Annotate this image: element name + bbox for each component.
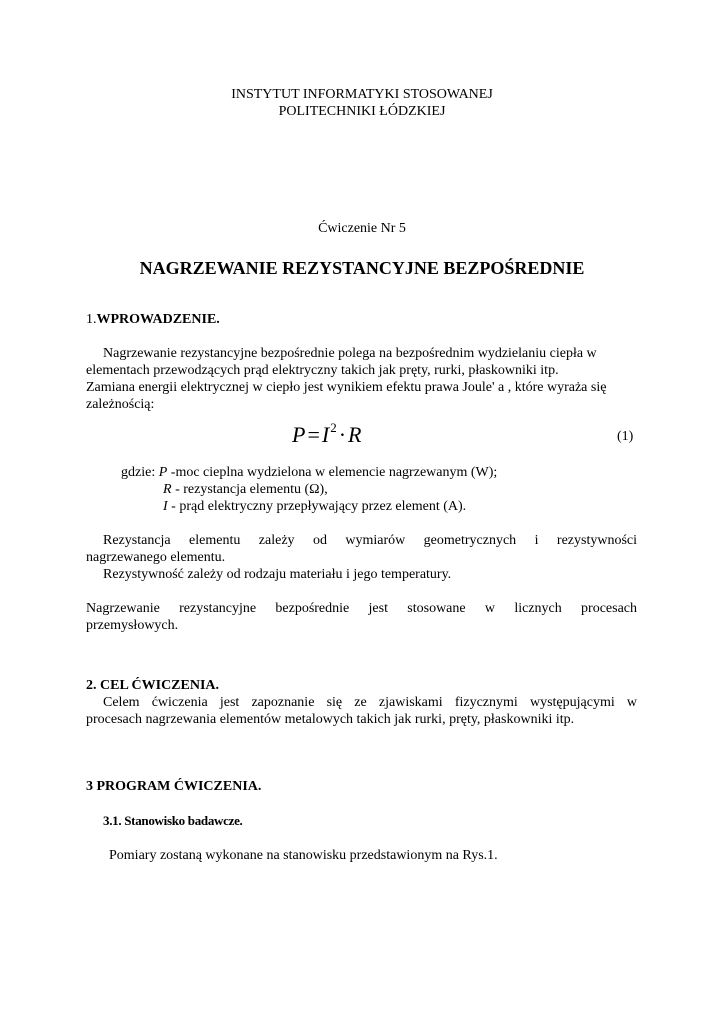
section1-number: 1. xyxy=(86,312,97,327)
where-r-desc: - rezystancja elementu (Ω), xyxy=(171,482,328,497)
intro-line-2: elementach przewodzących prąd elektryczny takich jak pręty, rurki, płaskowniki itp. xyxy=(86,363,559,378)
institute-name-line1: INSTYTUT INFORMATYKI STOSOWANEJ xyxy=(231,87,493,102)
institute-name-line2: POLITECHNIKI ŁÓDZKIEJ xyxy=(278,104,446,119)
formula-p: P xyxy=(292,422,306,447)
goal-line-2: procesach nagrzewania elementów metalowych takich jak rurki, pręty, płaskowniki itp. xyxy=(86,712,575,727)
section1-title: WPROWADZENIE. xyxy=(96,312,220,327)
where-i-symbol: I xyxy=(163,499,168,514)
formula-r: R xyxy=(348,422,362,447)
section3-heading: 3 PROGRAM ĆWICZENIA. xyxy=(86,779,262,794)
where-p-desc: -moc cieplna wydzielona w elemencie nagrzewanym (W); xyxy=(167,465,498,480)
intro-line-1: Nagrzewanie rezystancyjne bezpośrednie polega na bezpośrednim wydzielaniu ciepła w xyxy=(103,346,597,361)
where-prefix: gdzie: xyxy=(121,465,159,480)
joule-formula xyxy=(292,420,361,448)
formula-dot: · xyxy=(338,422,347,447)
measurement-line: Pomiary zostaną wykonane na stanowisku przedstawionym na Rys.1. xyxy=(109,848,498,863)
exercise-title: NAGRZEWANIE REZYSTANCYJNE BEZPOŚREDNIE xyxy=(139,258,585,278)
resistance-line-2: nagrzewanego elementu. xyxy=(86,550,226,565)
where-p-symbol: P xyxy=(158,465,168,480)
formula-number: (1) xyxy=(617,429,634,444)
section1-heading xyxy=(86,311,220,328)
resistivity-line: Rezystywność zależy od rodzaju materiału i jego temperatury. xyxy=(103,567,452,582)
section3-subheading: 3.1. Stanowisko badawcze. xyxy=(103,813,243,828)
where-p-line xyxy=(121,464,497,481)
exercise-number: Ćwiczenie Nr 5 xyxy=(318,221,406,236)
formula-i: I xyxy=(321,422,330,447)
application-line-2: przemysłowych. xyxy=(86,618,179,633)
intro-line-3: Zamiana energii elektrycznej w ciepło jest wynikiem efektu prawa Joule' a , które wyraża się xyxy=(86,380,607,395)
formula-equals: = xyxy=(307,422,320,447)
formula-exponent: 2 xyxy=(330,420,337,435)
where-r-line xyxy=(163,481,328,498)
where-r-symbol: R xyxy=(163,482,172,497)
intro-line-4: zależnością: xyxy=(86,397,155,412)
resistance-line-1: Rezystancja elementu zależy od wymiarów geometrycznych i rezystywności xyxy=(103,533,637,548)
where-i-desc: - prąd elektryczny przepływający przez element (A). xyxy=(167,499,467,514)
goal-line-1: Celem ćwiczenia jest zapoznanie się ze zjawiskami fizycznymi występującymi w xyxy=(103,695,637,710)
section2-heading: 2. CEL ĆWICZENIA. xyxy=(86,678,220,693)
application-line-1: Nagrzewanie rezystancyjne bezpośrednie jest stosowane w licznych procesach xyxy=(86,601,637,616)
where-i-line xyxy=(163,498,466,515)
